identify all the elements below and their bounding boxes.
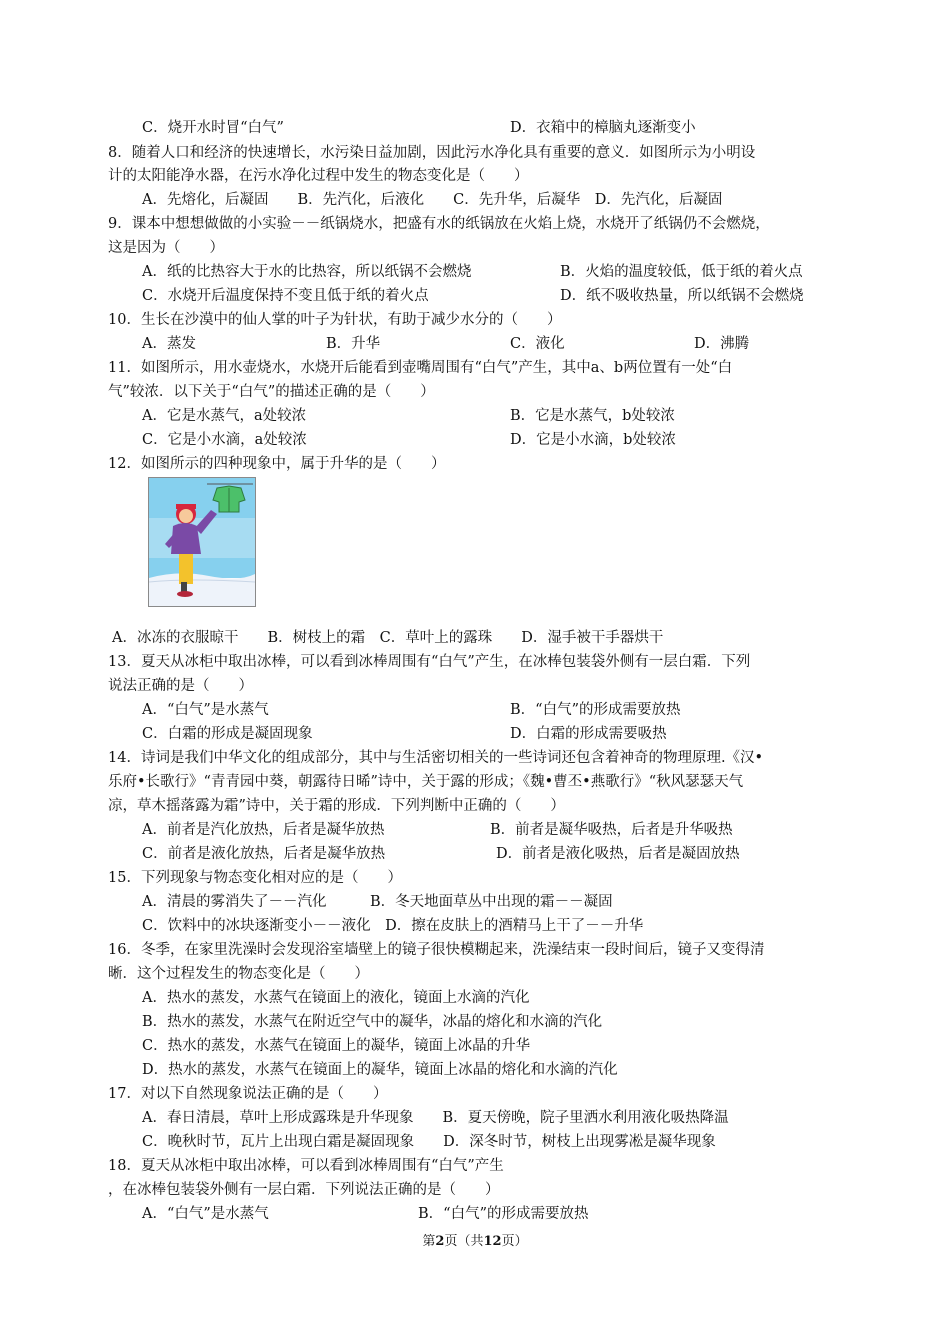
q17-stem: 17．对以下自然现象说法正确的是（ ） xyxy=(108,1086,388,1102)
footer-mid: 页（共 xyxy=(444,1234,484,1249)
q15-options-ab: A．清晨的雾消失了－－汽化 B．冬天地面草丛中出现的霜－－凝固 xyxy=(142,894,613,910)
q11-stem-line2: 气”较浓．以下关于“白气”的描述正确的是（ ） xyxy=(108,384,435,400)
q14-option-d: D．前者是液化吸热，后者是凝固放热 xyxy=(496,846,740,862)
q14-option-c: C．前者是液化放热，后者是凝华放热 xyxy=(142,846,386,862)
q9-stem-line2: 这是因为（ ） xyxy=(108,240,224,256)
q14-stem-line1: 14．诗词是我们中华文化的组成部分，其中与生活密切相关的一些诗词还包含着神奇的物理原理.《汉• xyxy=(108,750,764,766)
q13-option-a: A．“白气”是水蒸气 xyxy=(142,702,269,718)
q11-option-c: C．它是小水滴，a处较浓 xyxy=(142,432,307,448)
footer-total-pages: 12 xyxy=(483,1234,502,1249)
q7-option-d: D．衣箱中的樟脑丸逐渐变小 xyxy=(510,120,696,136)
q10-stem: 10．生长在沙漠中的仙人掌的叶子为针状，有助于减少水分的（ ） xyxy=(108,312,562,328)
frozen-clothes-illustration xyxy=(148,477,256,607)
q13-stem-line1: 13．夏天从冰柜中取出冰棒，可以看到冰棒周围有“白气”产生，在冰棒包装袋外侧有一层白霜．下列 xyxy=(108,654,751,670)
q14-option-a: A．前者是汽化放热，后者是凝华放热 xyxy=(142,822,385,838)
q10-option-a: A．蒸发 xyxy=(142,336,196,352)
q9-option-d: D．纸不吸收热量，所以纸锅不会燃烧 xyxy=(560,288,804,304)
footer-prefix: 第 xyxy=(422,1234,436,1249)
page-footer xyxy=(0,1233,950,1251)
q18-option-a: A．“白气”是水蒸气 xyxy=(142,1206,269,1222)
q8-stem-line2: 计的太阳能净水器，在污水净化过程中发生的物态变化是（ ） xyxy=(108,168,529,184)
q11-option-a: A．它是水蒸气，a处较浓 xyxy=(142,408,307,424)
q11-option-d: D．它是小水滴，b处较浓 xyxy=(510,432,676,448)
q10-option-d: D．沸腾 xyxy=(694,336,750,352)
q16-stem-line1: 16．冬季，在家里洗澡时会发现浴室墙壁上的镜子很快模糊起来，洗澡结束一段时间后，镜子又变得清 xyxy=(108,942,765,958)
q18-option-b: B．“白气”的形成需要放热 xyxy=(418,1206,589,1222)
q12-stem: 12．如图所示的四种现象中，属于升华的是（ ） xyxy=(108,456,446,472)
q14-option-b: B．前者是凝华吸热，后者是升华吸热 xyxy=(490,822,733,838)
footer-suffix: 页） xyxy=(501,1234,528,1249)
q17-options-ab: A．春日清晨，草叶上形成露珠是升华现象 B．夏天傍晚，院子里洒水利用液化吸热降温 xyxy=(142,1110,729,1126)
q9-stem-line1: 9．课本中想想做做的小实验－－纸锅烧水，把盛有水的纸锅放在火焰上烧，水烧开了纸锅仍不会燃烧， xyxy=(108,216,770,232)
footer-page-number: 2 xyxy=(435,1234,445,1249)
q16-stem-line2: 晰．这个过程发生的物态变化是（ ） xyxy=(108,966,369,982)
q8-stem-line1: 8．随着人口和经济的快速增长，水污染日益加剧，因此污水净化具有重要的意义．如图所示为小明设 xyxy=(108,145,756,161)
q9-option-b: B．火焰的温度较低，低于纸的着火点 xyxy=(560,264,803,280)
q13-stem-line2: 说法正确的是（ ） xyxy=(108,678,253,694)
q17-options-cd: C．晚秋时节，瓦片上出现白霜是凝固现象 D．深冬时节，树枝上出现雾凇是凝华现象 xyxy=(142,1134,716,1150)
q12-options: A．冰冻的衣服晾干 B．树枝上的霜 C．草叶上的露珠 D．湿手被干手器烘干 xyxy=(112,630,664,646)
q9-option-c: C．水烧开后温度保持不变且低于纸的着火点 xyxy=(142,288,429,304)
q11-stem-line1: 11．如图所示，用水壶烧水，水烧开后能看到壶嘴周围有“白气”产生，其中a、b两位置有一处“白 xyxy=(108,360,733,376)
q10-option-c: C．液化 xyxy=(510,336,565,352)
q11-option-b: B．它是水蒸气，b处较浓 xyxy=(510,408,675,424)
q10-option-b: B．升华 xyxy=(326,336,381,352)
q14-stem-line2: 乐府•长歌行》“青青园中葵，朝露待日晞”诗中，关于露的形成；《魏•曹丕•燕歌行》“秋风瑟瑟天气 xyxy=(108,774,744,790)
q9-option-a: A．纸的比热容大于水的比热容，所以纸锅不会燃烧 xyxy=(142,264,472,280)
q13-option-b: B．“白气”的形成需要放热 xyxy=(510,702,681,718)
q18-stem-line2: ，在冰棒包装袋外侧有一层白霜．下列说法正确的是（ ） xyxy=(108,1182,500,1198)
q13-option-c: C．白霜的形成是凝固现象 xyxy=(142,726,313,742)
q15-stem: 15．下列现象与物态变化相对应的是（ ） xyxy=(108,870,402,886)
q13-option-d: D．白霜的形成需要吸热 xyxy=(510,726,667,742)
q16-option-a: A．热水的蒸发，水蒸气在镜面上的液化，镜面上水滴的汽化 xyxy=(142,990,530,1006)
child-hanging-clothes-picture xyxy=(149,478,255,606)
q14-stem-line3: 凉，草木摇落露为霜”诗中，关于霜的形成．下列判断中正确的（ ） xyxy=(108,798,565,814)
q8-options: A．先熔化，后凝固 B．先汽化，后液化 C．先升华，后凝华 D．先汽化，后凝固 xyxy=(142,192,723,208)
q7-option-c: C．烧开水时冒“白气” xyxy=(142,120,284,136)
q15-options-cd: C．饮料中的冰块逐渐变小－－液化 D．擦在皮肤上的酒精马上干了－－升华 xyxy=(142,918,644,934)
q18-stem-line1: 18．夏天从冰柜中取出冰棒，可以看到冰棒周围有“白气”产生 xyxy=(108,1158,504,1174)
q16-option-b: B．热水的蒸发，水蒸气在附近空气中的凝华，冰晶的熔化和水滴的汽化 xyxy=(142,1014,603,1030)
q16-option-c: C．热水的蒸发，水蒸气在镜面上的凝华，镜面上冰晶的升华 xyxy=(142,1038,531,1054)
q16-option-d: D．热水的蒸发，水蒸气在镜面上的凝华，镜面上冰晶的熔化和水滴的汽化 xyxy=(142,1062,618,1078)
